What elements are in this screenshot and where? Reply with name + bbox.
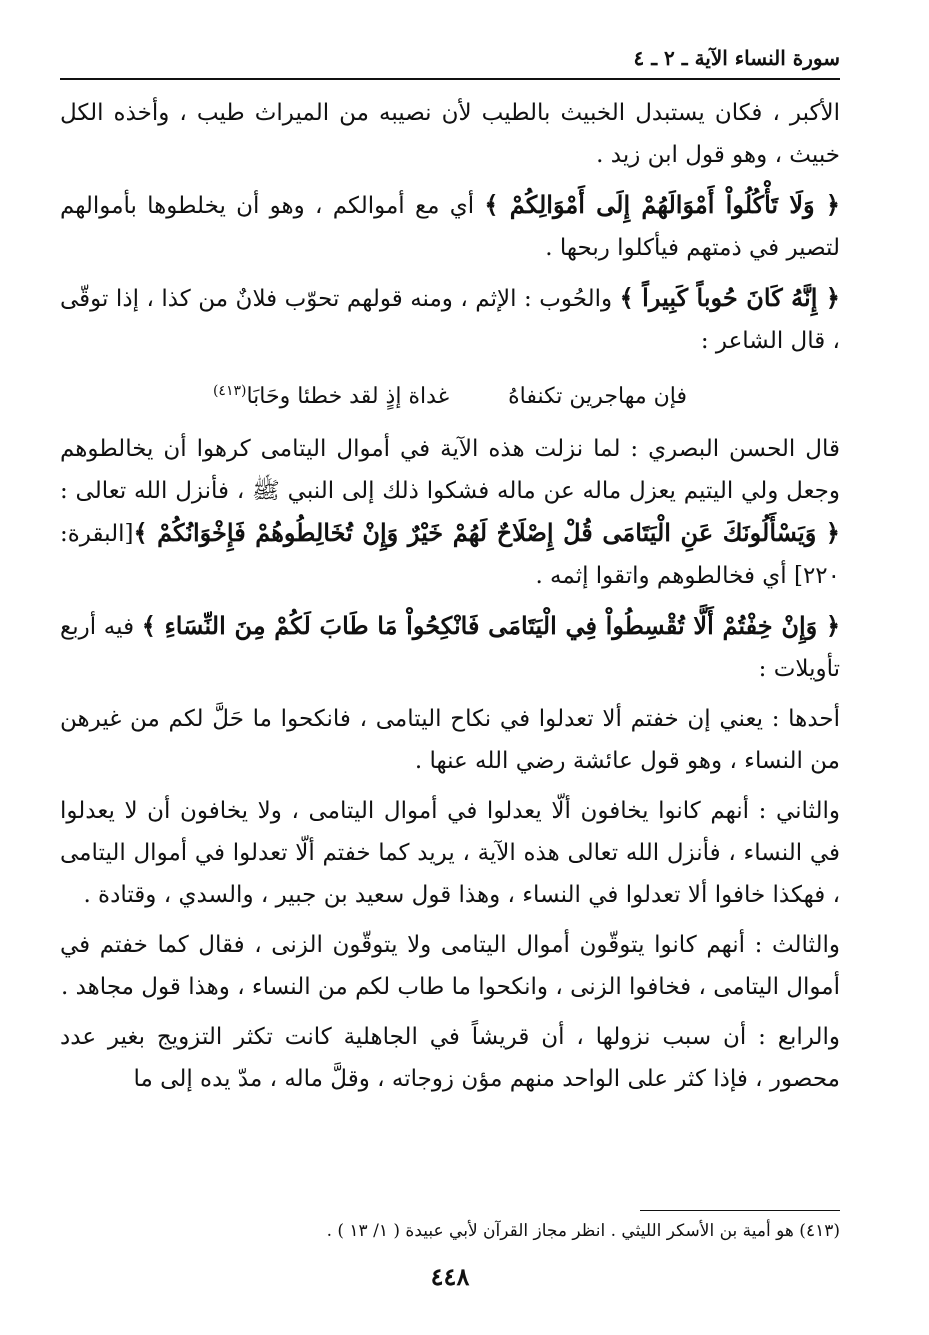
paragraph-group-1	[60, 92, 840, 362]
body-text	[60, 92, 840, 1108]
poetry-verse	[60, 370, 840, 418]
paragraph-text: والثاني : أنهم كانوا يخافون ألّا يعدلوا في أموال اليتامى ، ولا يخافون أن لا يعدلوا في النساء ، فأنزل الله تعالى هذه الآية ، يريد كما خفتم ألّا تعدلوا في أموال اليتامى ، فهكذا خافوا ألا تعدلوا في النساء ، وهذا قول سعيد بن جبير ، والسدي ، وقتادة .	[60, 798, 840, 909]
quran-quote: ﴿ إِنَّهُ كَانَ حُوباً كَبِيراً ﴾	[619, 283, 840, 312]
paragraph	[60, 790, 840, 916]
paragraph-text: أي مع أموالكم ، وهو أن يخلطوها بأموالهم لتصير في ذمتهم فيأكلوا ربحها .	[60, 193, 840, 261]
paragraph-text: فيه أربع تأويلات :	[60, 614, 840, 683]
paragraph-text: قال الحسن البصري : لما نزلت هذه الآية في أموال اليتامى كرهوا أن يخالطوهم وجعل ولي اليتيم يعزل ماله عن ماله فشكوا ذلك إلى النبي ﷺ ، فأنزل الله تعالى :	[60, 436, 840, 505]
page-number: ٤٤٨	[430, 1262, 470, 1291]
paragraph	[60, 184, 840, 269]
paragraph-text: والحُوب : الإثم ، ومنه قولهم تحوّب فلانٌ من كذا ، إذا توقّى ، قال الشاعر :	[60, 286, 840, 354]
paragraph-text: والرابع : أن سبب نزولها ، أن قريشاً في الجاهلية كانت تكثر التزويج بغير عدد محصور ، فإذا كثر على الواحد منهم مؤن زوجاته ، وقلَّ ماله ، مدّ يده إلى ما	[60, 1024, 840, 1093]
paragraph	[60, 428, 840, 597]
verse-hemistich-2-text: غداة إذٍ لقد خطئا وحَابَا	[246, 384, 450, 410]
paragraph-text: [البقرة: ٢٢٠] أي فخالطوهم واتقوا إثمه .	[60, 521, 840, 590]
paragraph	[60, 1016, 840, 1100]
running-header: سورة النساء الآية ـ ٢ ـ ٤	[633, 46, 840, 70]
paragraph-text: والثالث : أنهم كانوا يتوقّون أموال اليتامى ولا يتوقّون الزنى ، فقال كما خفتم في أموال اليتامى ، فخافوا الزنى ، وانكحوا ما طاب لكم من النساء ، وهذا قول مجاهد .	[60, 932, 840, 1001]
paragraph	[60, 605, 840, 690]
paragraph	[60, 277, 840, 362]
footnote-reference: (٤١٣)	[212, 383, 247, 399]
quran-quote: ﴿ وَيَسْأَلُونَكَ عَنِ الْيَتَامَى قُلْ إِصْلَاحٌ لَهُمْ خَيْرٌ وَإِنْ تُخَالِطُوهُمْ فَإِخْوَانُكُمْ ﴾	[133, 518, 840, 548]
paragraph-group-2	[60, 428, 840, 1100]
book-page	[60, 36, 840, 1316]
footnote: (٤١٣) هو أمية بن الأسكر الليثي . انظر مجاز القرآن لأبي عبيدة ( ١/ ١٣ ) .	[326, 1221, 840, 1241]
quran-quote: ﴿ وَلَا تَأْكُلُواْ أَمْوَالَهُمْ إِلَى أَمْوَالِكُمْ ﴾	[484, 190, 840, 219]
quran-quote: ﴿ وَإِنْ خِفْتُمْ أَلَّا تُقْسِطُواْ فِي الْيَتَامَى فَانْكِحُواْ مَا طَابَ لَكُمْ مِنَ النِّسَاءِ ﴾	[141, 611, 841, 641]
footnote-rule	[640, 1210, 840, 1211]
verse-hemistich-1: فإن مهاجرين تكنفاهُ	[508, 384, 688, 410]
paragraph	[60, 92, 840, 176]
paragraph-text: أحدها : يعني إن خفتم ألا تعدلوا في نكاح اليتامى ، فانكحوا ما حَلَّ لكم من غيرهن من النساء ، وهو قول عائشة رضي الله عنها .	[60, 706, 840, 775]
verse-hemistich-2	[213, 370, 449, 418]
paragraph	[60, 924, 840, 1008]
paragraph-text: الأكبر ، فكان يستبدل الخبيث بالطيب لأن نصيبه من الميراث طيب ، وأخذه الكل خبيث ، وهو قول ابن زيد .	[60, 100, 840, 168]
paragraph	[60, 698, 840, 782]
header-rule	[60, 78, 840, 80]
